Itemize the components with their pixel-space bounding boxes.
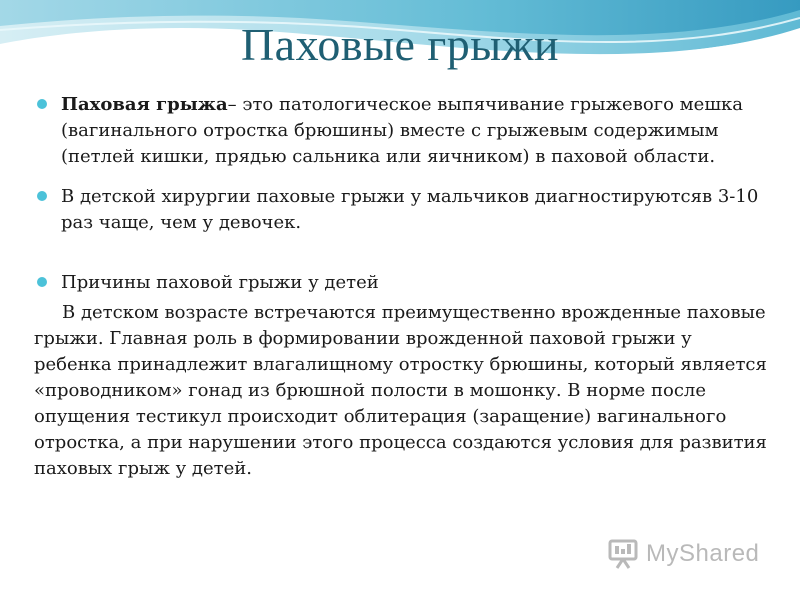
bullet-statistics-text: В детской хирургии паховые грыжи у мальчиков диагностируютсяв 3-10 раз чаще, чем у девочек. [61, 186, 759, 233]
presentation-board-icon [607, 536, 641, 570]
bullet-causes-heading [34, 270, 774, 296]
slide-title: Паховые грыжи [240, 19, 560, 70]
causes-paragraph: В детском возрасте встречаются преимущественно врожденные паховые грыжи. Главная роль в формировании врожденной паховой грыжи у ребенка принадлежит влагалищному отростку брюшины, который является «проводником» гонад из брюшной полости в мошонку. В норме после опущения тестикул происходит облитерация (заращение) вагинального отростка, а при нарушении этого процесса создаются условия для развития паховых грыж у детей. [34, 302, 767, 479]
bullet-statistics [34, 184, 774, 236]
bullet-definition-text: – это патологическое выпячивание грыжевого мешка (вагинального отростка брюшины) вместе с грыжевым содержимым (петлей кишки, прядью сальника или яичником) в паховой области. [61, 94, 744, 167]
bullet-dot-icon [37, 277, 47, 287]
slide-content [34, 92, 774, 482]
bullet-definition-term: Паховая грыжа [61, 94, 228, 115]
bullet-dot-icon [37, 99, 47, 109]
bullet-dot-icon [37, 191, 47, 201]
logo-text: MyShared [646, 540, 760, 567]
bullet-definition [34, 92, 774, 170]
bullet-causes-text: Причины паховой грыжи у детей [61, 272, 379, 293]
